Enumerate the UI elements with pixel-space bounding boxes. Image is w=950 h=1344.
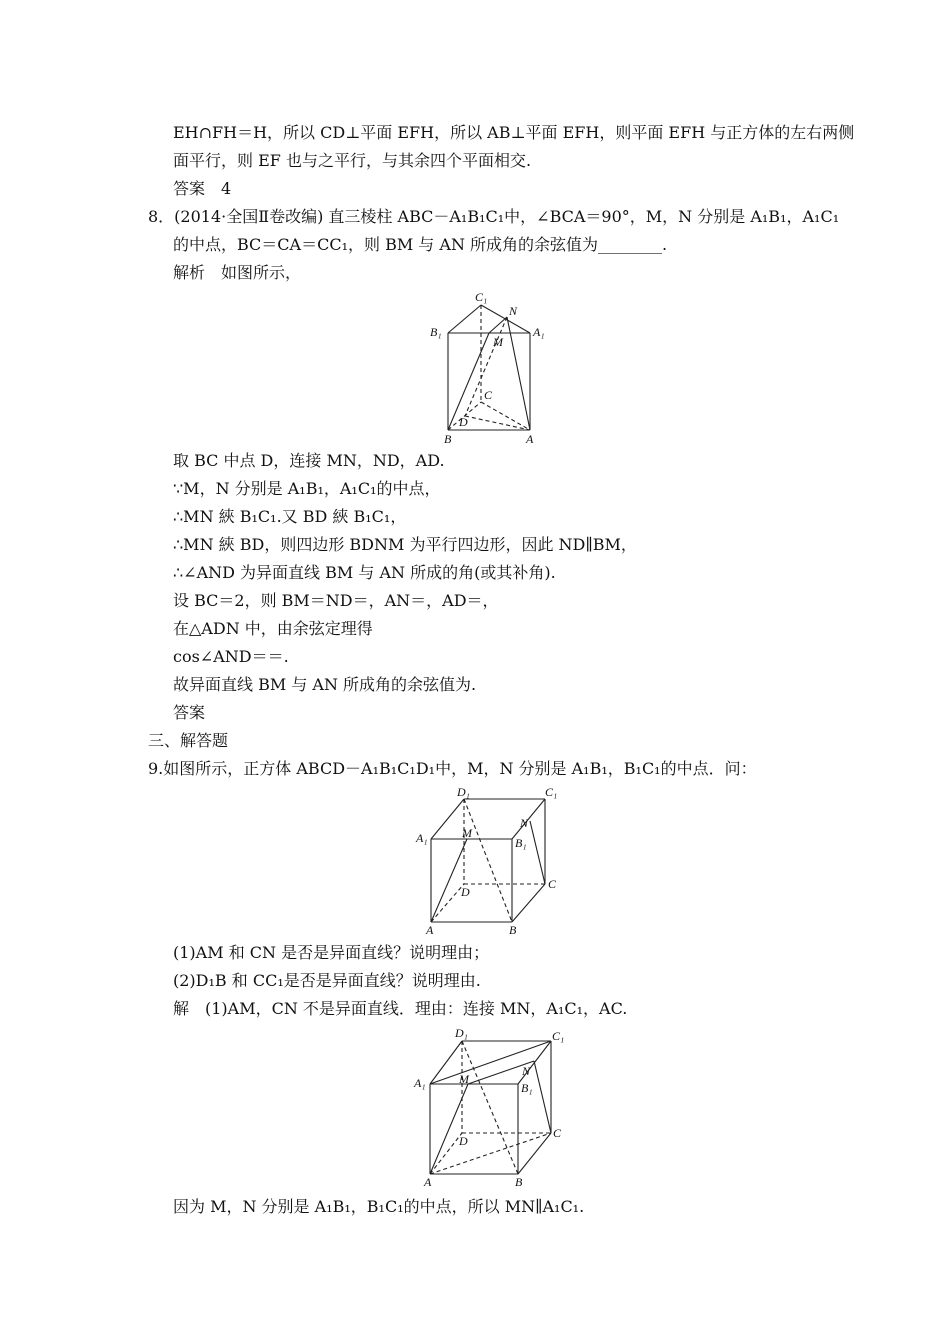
text-line: EH∩FH＝H，所以 CD⊥平面 EFH，所以 AB⊥平面 EFH，则平面 EFH 与正方体的左右两侧: [173, 123, 855, 142]
label-B: B: [515, 1175, 523, 1189]
text-line: ∵M，N 分别是 A₁B₁，A₁C₁的中点，: [173, 479, 441, 498]
answer-line: 答案 4: [173, 179, 232, 198]
text-line: 取 BC 中点 D，连接 MN，ND，AD.: [173, 451, 445, 470]
label-D: D: [459, 1134, 468, 1148]
label-A: A: [424, 1175, 432, 1189]
label-C: C: [553, 1126, 562, 1140]
label-C: C: [484, 388, 493, 402]
sub-question-2: (2)D₁B 和 CC₁是否是异面直线？说明理由.: [173, 971, 481, 990]
label-B1: B₁: [430, 325, 442, 339]
label-B: B: [509, 923, 517, 937]
label-A1: A₁: [416, 831, 428, 845]
label-A1: A₁: [533, 325, 545, 339]
question-9: 9.如图所示，正方体 ABCD－A₁B₁C₁D₁中，M，N 分别是 A₁B₁，B₁C₁的中点．问：: [148, 759, 757, 778]
label-B: B: [444, 432, 452, 446]
text-line: ∴MN 綊 B₁C₁.又 BD 綊 B₁C₁，: [173, 507, 407, 526]
label-C1: C₁: [545, 785, 558, 799]
prism-figure: [420, 288, 560, 448]
text-line: 面平行，则 EF 也与之平行，与其余四个平面相交.: [173, 151, 532, 170]
label-D: D: [459, 415, 468, 429]
label-C: C: [548, 877, 557, 891]
solution-line: 解 (1)AM，CN 不是异面直线．理由：连接 MN，A₁C₁，AC.: [173, 999, 628, 1018]
text-line: cos∠AND＝＝.: [173, 647, 289, 666]
text-line: ∴MN 綊 BD，则四边形 BDNM 为平行四边形，因此 ND∥BM，: [173, 535, 637, 554]
label-D1: D₁: [457, 785, 470, 799]
text-line: 的中点，BC＝CA＝CC₁，则 BM 与 AN 所成角的余弦值为________.: [173, 235, 668, 254]
label-N: N: [522, 1064, 531, 1078]
label-B1: B₁: [515, 836, 527, 850]
label-D: D: [461, 885, 470, 899]
section-heading: 三、解答题: [148, 731, 229, 750]
cube-figure: [412, 784, 572, 940]
question-8: 8．(2014·全国Ⅱ卷改编) 直三棱柱 ABC－A₁B₁C₁中，∠BCA＝90°，M，N 分别是 A₁B₁，A₁C₁: [148, 207, 840, 226]
label-M: M: [462, 826, 472, 840]
text-line: ∴∠AND 为异面直线 BM 与 AN 所成的角(或其补角).: [173, 563, 556, 582]
sub-question-1: (1)AM 和 CN 是否是异面直线？说明理由；: [173, 943, 490, 962]
answer-line: 答案: [173, 703, 206, 722]
label-M: M: [459, 1072, 469, 1086]
label-A: A: [526, 432, 534, 446]
cube-figure-solution: [410, 1024, 574, 1190]
label-C1: C₁: [552, 1029, 565, 1043]
text-line: 在△ADN 中，由余弦定理得: [173, 619, 373, 638]
analysis-label: 解析 如图所示，: [173, 263, 302, 282]
label-A1: A₁: [414, 1076, 426, 1090]
label-B1: B₁: [521, 1081, 533, 1095]
label-N: N: [509, 304, 518, 318]
label-D1: D₁: [455, 1026, 468, 1040]
label-A: A: [426, 923, 434, 937]
text-line: 故异面直线 BM 与 AN 所成角的余弦值为.: [173, 675, 477, 694]
label-M: M: [493, 335, 503, 349]
label-N: N: [520, 816, 529, 830]
text-line: 因为 M，N 分别是 A₁B₁，B₁C₁的中点，所以 MN∥A₁C₁.: [173, 1197, 585, 1216]
label-C1: C₁: [475, 290, 488, 304]
text-line: 设 BC＝2，则 BM＝ND＝，AN＝，AD＝，: [173, 591, 499, 610]
